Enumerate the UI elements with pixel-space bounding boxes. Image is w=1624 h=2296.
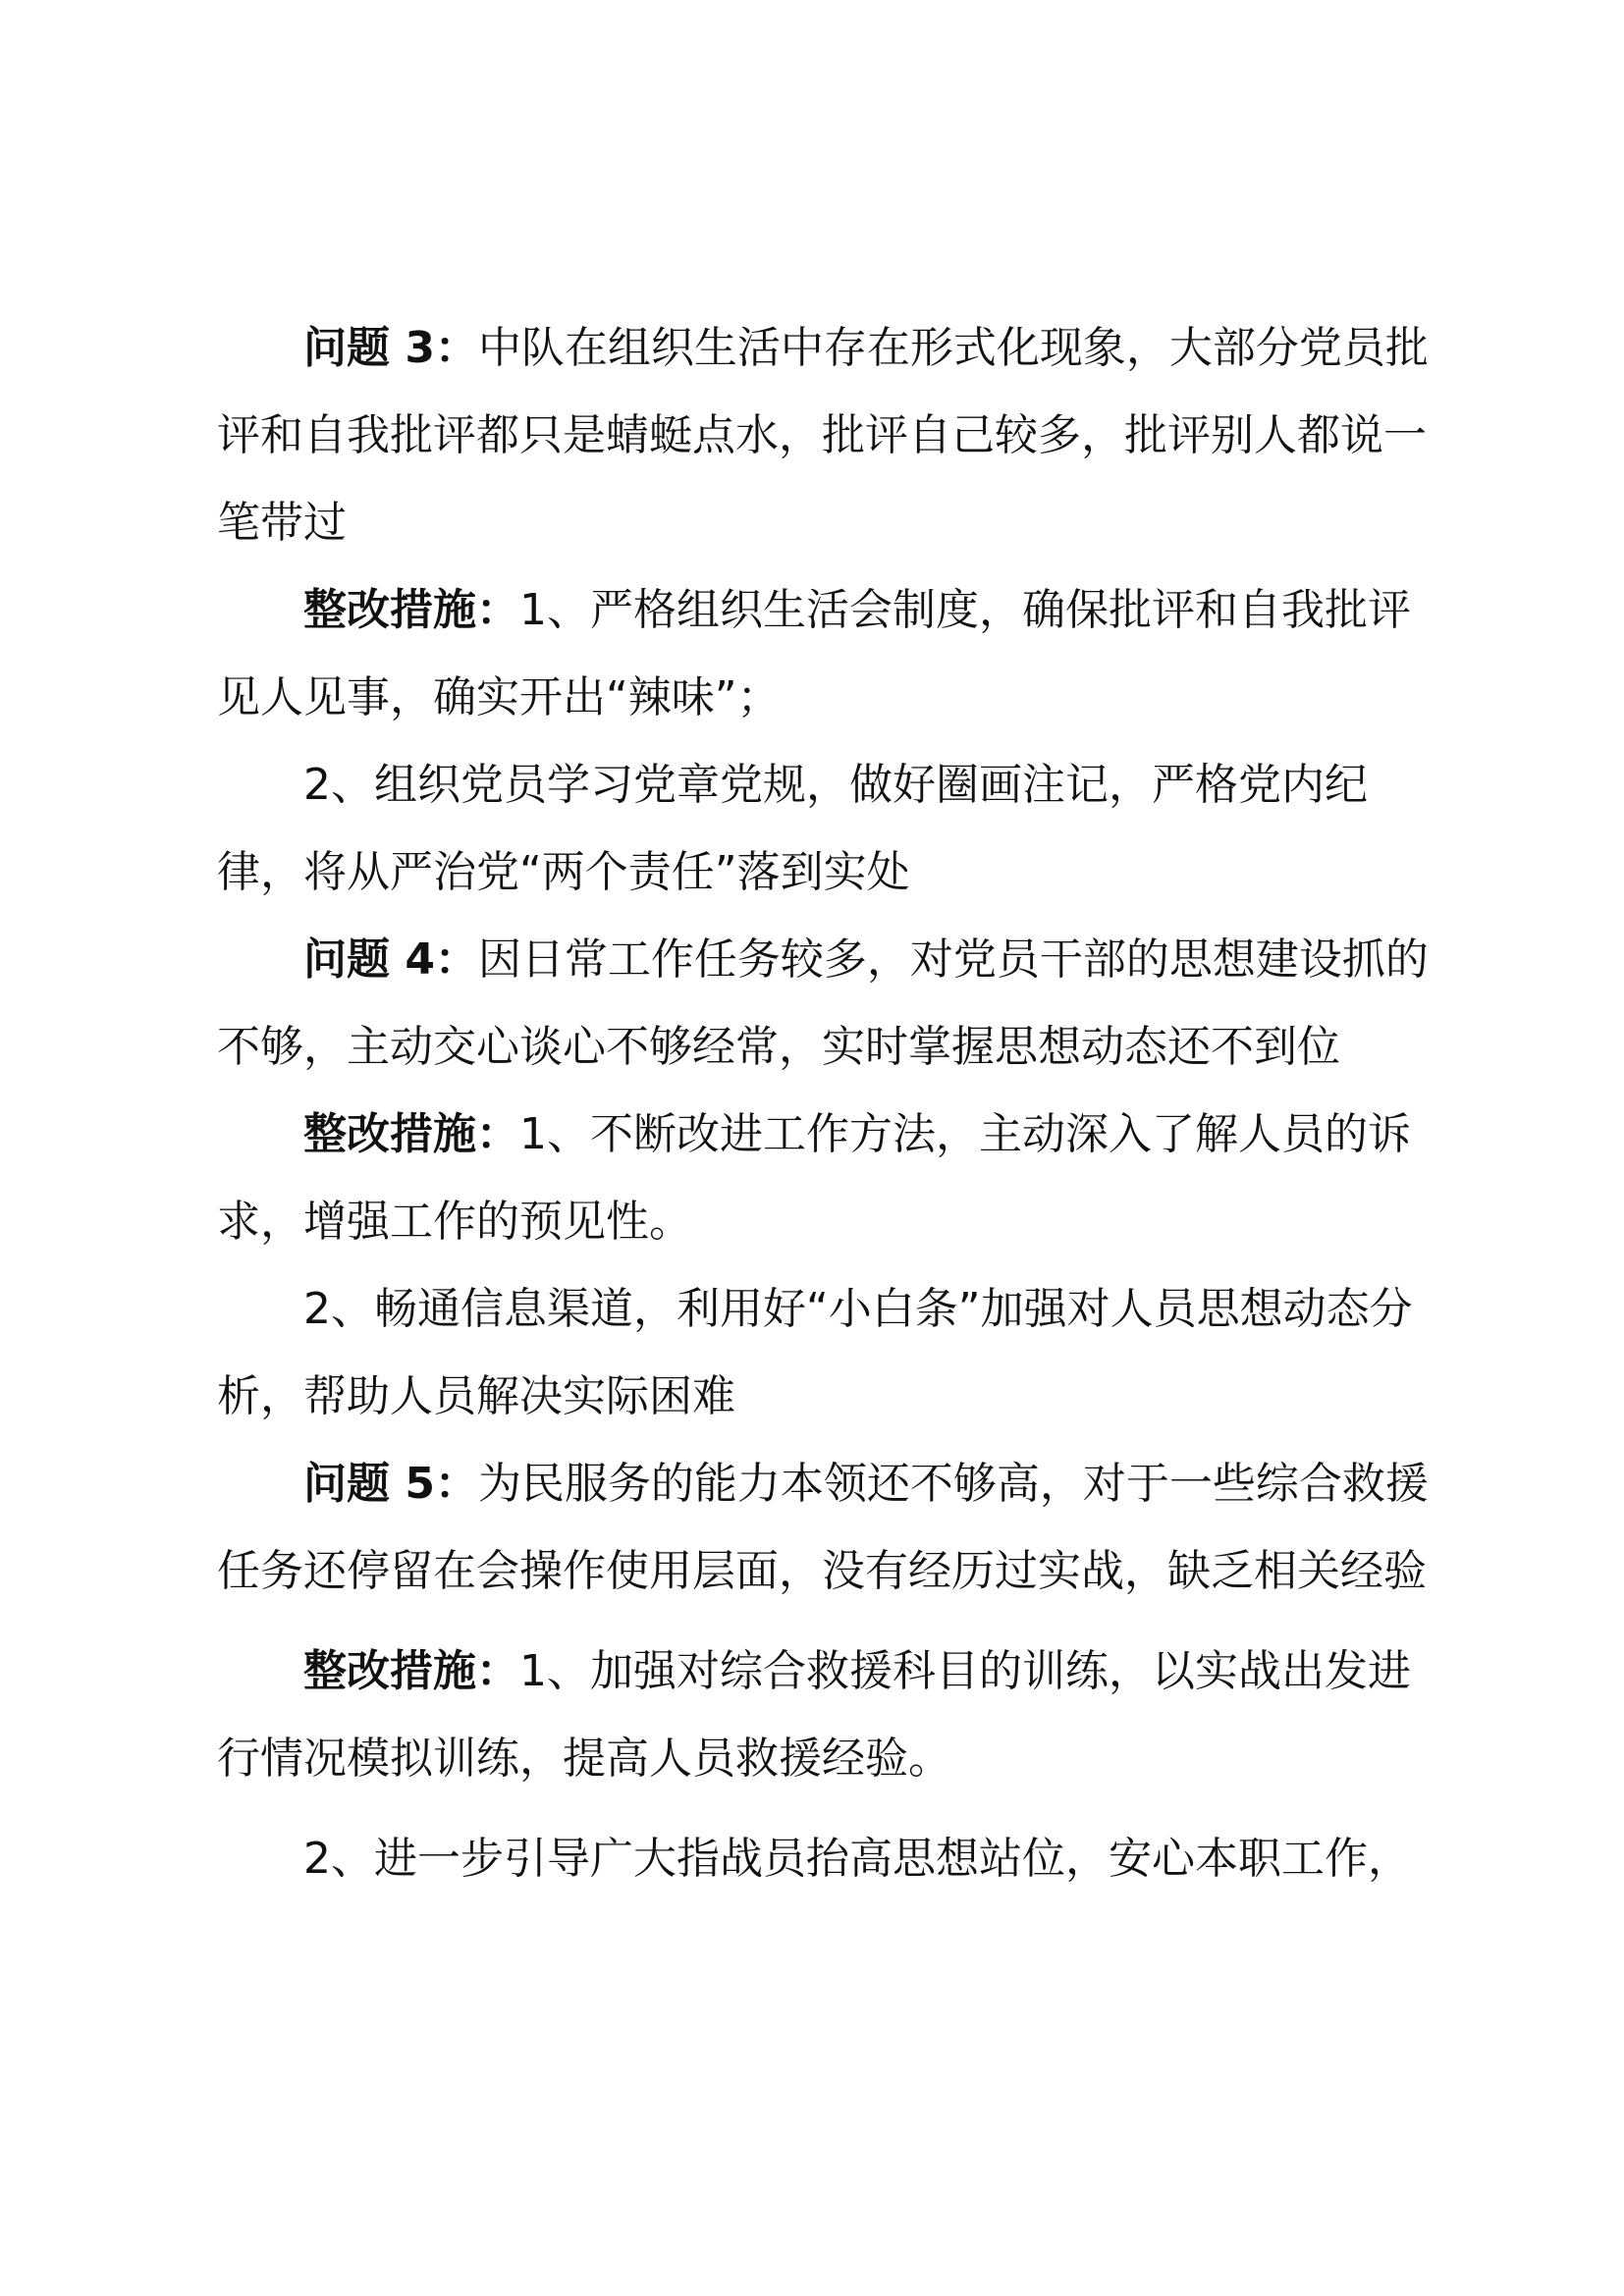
paragraph-text: 2、进一步引导广大指战员抬高思想站位，安心本职工作， — [303, 1834, 1411, 1884]
paragraph-measure-5-1 — [217, 1628, 1439, 1802]
paragraph-text: 1、加强对综合救援科目的训练，以实战出发进行情况模拟训练，提高人员救援经验。 — [217, 1646, 1411, 1784]
paragraph-problem-5 — [217, 1440, 1439, 1615]
paragraph-problem-4 — [217, 916, 1439, 1091]
document-body — [217, 304, 1439, 1902]
paragraph-problem-3 — [217, 304, 1439, 566]
paragraph-measure-5-2 — [217, 1815, 1439, 1902]
paragraph-label: 整改措施： — [303, 1109, 519, 1159]
paragraph-label: 问题 3： — [303, 323, 478, 373]
paragraph-text: 为民服务的能力本领还不够高，对于一些综合救援任务还停留在会操作使用层面，没有经历过实战，缺乏相关经验 — [217, 1459, 1429, 1596]
paragraph-text: 1、不断改进工作方法，主动深入了解人员的诉求，增强工作的预见性。 — [217, 1109, 1411, 1247]
paragraph-label: 整改措施： — [303, 1646, 519, 1696]
paragraph-text: 2、组织党员学习党章党规，做好圈画注记，严格党内纪律，将从严治党“两个责任”落到实处 — [217, 760, 1368, 897]
paragraph-measure-3-2 — [217, 741, 1439, 916]
paragraph-text: 1、严格组织生活会制度，确保批评和自我批评见人见事，确实开出“辣味”； — [217, 585, 1411, 722]
paragraph-label: 问题 5： — [303, 1459, 478, 1509]
paragraph-text: 2、畅通信息渠道，利用好“小白条”加强对人员思想动态分析，帮助人员解决实际困难 — [217, 1284, 1413, 1421]
paragraph-measure-3-1 — [217, 566, 1439, 741]
paragraph-measure-4-2 — [217, 1265, 1439, 1440]
paragraph-text: 因日常工作任务较多，对党员干部的思想建设抓的不够，主动交心谈心不够经常，实时掌握思想动态还不到位 — [217, 934, 1429, 1072]
paragraph-label: 整改措施： — [303, 585, 519, 635]
paragraph-label: 问题 4： — [303, 934, 478, 985]
paragraph-text: 中队在组织生活中存在形式化现象，大部分党员批评和自我批评都只是蜻蜓点水，批评自己较多，批评别人都说一笔带过 — [217, 323, 1429, 548]
paragraph-measure-4-1 — [217, 1091, 1439, 1265]
